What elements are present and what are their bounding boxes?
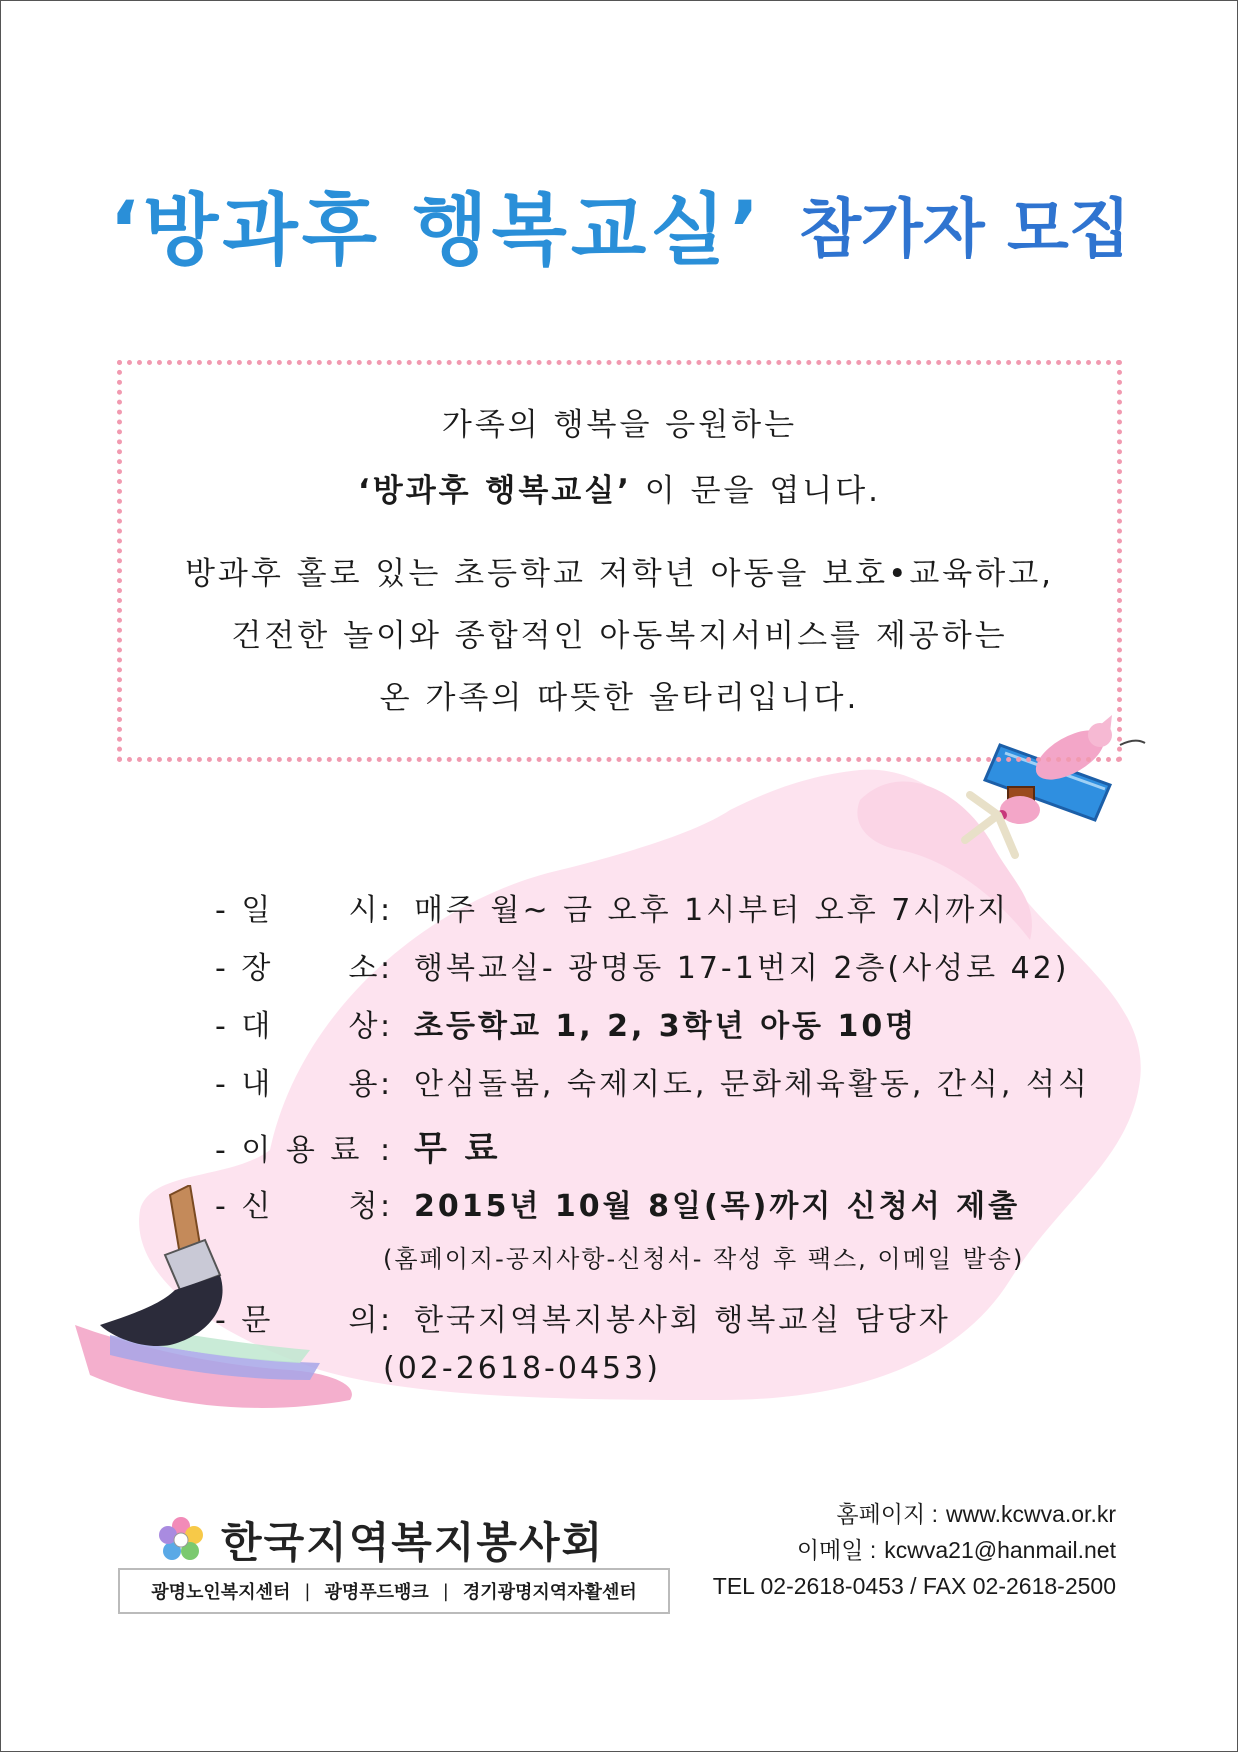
info-label: - 문 의 xyxy=(215,1303,381,1338)
info-label: - 일 시 xyxy=(215,893,381,928)
info-value: 한국지역복지봉사회 행복교실 담당자 xyxy=(414,1303,951,1338)
homepage-line xyxy=(713,1496,1116,1532)
organization-header xyxy=(155,1505,604,1575)
info-row-location: - 장 소: 행복교실- 광명동 17-1번지 2층(사성로 42) xyxy=(215,943,1069,987)
intro-line-2-bold: ‘방과후 행복교실’ xyxy=(357,473,632,509)
info-row-application: - 신 청: 2015년 10월 8일(목)까지 신청서 제출 xyxy=(215,1181,1020,1225)
info-value: 무 료 xyxy=(414,1129,501,1169)
info-value: 2015년 10월 8일(목)까지 신청서 제출 xyxy=(414,1189,1021,1224)
intro-line-1: 가족의 행복을 응원하는 xyxy=(441,407,798,443)
intro-box xyxy=(117,360,1122,762)
intro-line-3: 방과후 홀로 있는 초등학교 저학년 아동을 보호•교육하고, xyxy=(184,556,1055,592)
intro-line-4: 건전한 놀이와 종합적인 아동복지서비스를 제공하는 xyxy=(231,618,1008,654)
affiliate-divider: | xyxy=(442,1580,449,1602)
intro-line-2 xyxy=(122,465,1117,510)
intro-line-5: 온 가족의 따뜻한 울타리입니다. xyxy=(379,680,860,716)
info-label: - 내 용 xyxy=(215,1067,381,1102)
affiliate-name: 경기광명지역자활센터 xyxy=(462,1582,637,1603)
info-row-content: - 내 용: 안심돌봄, 숙제지도, 문화체육활동, 간식, 석식 xyxy=(215,1059,1090,1103)
info-row-target: - 대 상: 초등학교 1, 2, 3학년 아동 10명 xyxy=(215,1001,917,1045)
info-row-schedule: - 일 시: 매주 월~ 금 오후 1시부터 오후 7시까지 xyxy=(215,885,1009,929)
tel-fax-line: TEL 02-2618-0453 / FAX 02-2618-2500 xyxy=(712,1573,1116,1599)
info-row-fee: - 이 용 료 : 무 료 xyxy=(215,1121,501,1170)
title-sub: 참가자 모집 xyxy=(799,193,1131,267)
poster-title xyxy=(0,168,1240,280)
organization-name: 한국지역복지봉사회 xyxy=(221,1518,605,1567)
title-main: ‘방과후 행복교실’ xyxy=(109,186,764,276)
info-label: - 신 청 xyxy=(215,1189,381,1224)
homepage-label: 홈페이지 : xyxy=(836,1501,939,1527)
info-label: - 이 용 료 xyxy=(215,1133,363,1168)
info-value: 초등학교 1, 2, 3학년 아동 10명 xyxy=(414,1009,918,1044)
email-label: 이메일 : xyxy=(796,1537,877,1563)
info-value: 안심돌봄, 숙제지도, 문화체육활동, 간식, 석식 xyxy=(414,1067,1090,1102)
info-label: - 대 상 xyxy=(215,1009,381,1044)
info-label: - 장 소 xyxy=(215,951,381,986)
affiliate-divider: | xyxy=(304,1580,311,1602)
affiliate-name: 광명노인복지센터 xyxy=(151,1582,291,1603)
contact-info xyxy=(713,1496,1116,1604)
inquiry-phone: (02-2618-0453) xyxy=(383,1351,661,1386)
homepage-link[interactable]: www.kcwva.or.kr xyxy=(946,1501,1116,1527)
apply-note: (홈페이지-공지사항-신청서- 작성 후 팩스, 이메일 발송) xyxy=(383,1245,1025,1273)
intro-line-2-rest: 이 문을 엽니다. xyxy=(631,473,882,509)
info-value: 매주 월~ 금 오후 1시부터 오후 7시까지 xyxy=(414,893,1010,928)
flower-logo-icon xyxy=(155,1514,207,1566)
affiliate-name: 광명푸드뱅크 xyxy=(324,1582,429,1603)
affiliates-box xyxy=(118,1568,670,1614)
email-line xyxy=(713,1532,1116,1568)
info-row-inquiry: - 문 의: 한국지역복지봉사회 행복교실 담당자 xyxy=(215,1295,951,1339)
email-link[interactable]: kcwva21@hanmail.net xyxy=(884,1537,1116,1563)
info-value: 행복교실- 광명동 17-1번지 2층(사성로 42) xyxy=(414,951,1070,986)
